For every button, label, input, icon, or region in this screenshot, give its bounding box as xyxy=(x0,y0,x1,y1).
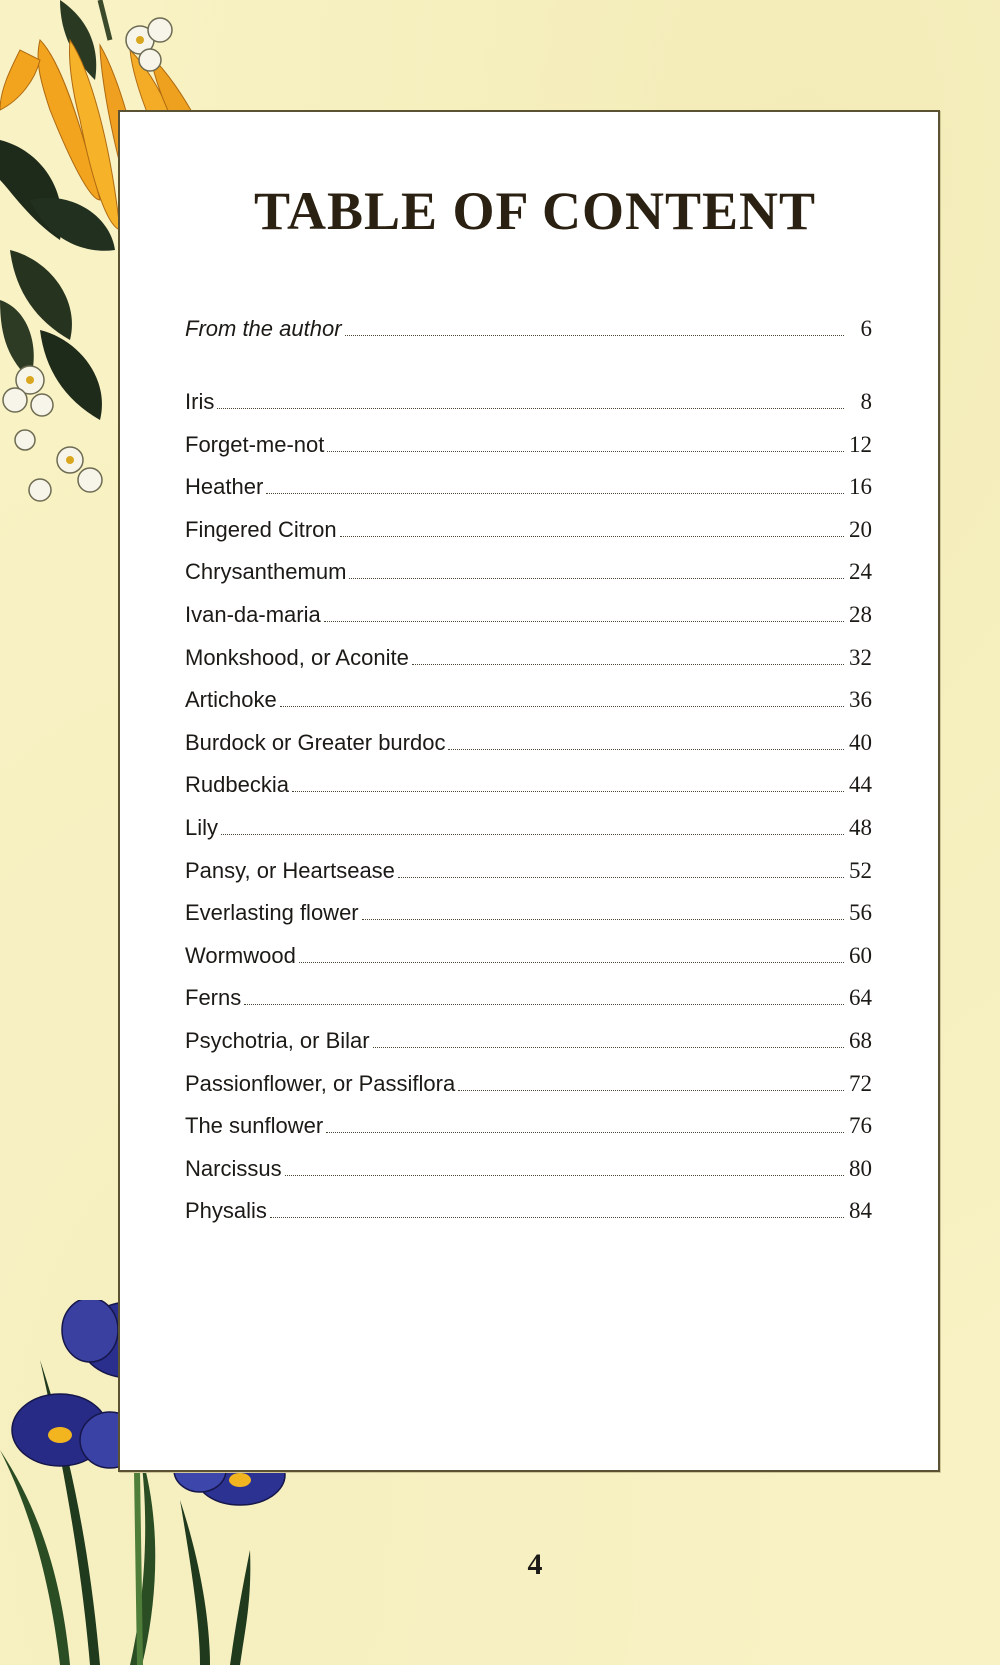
toc-entry-page: 76 xyxy=(849,1113,872,1139)
toc-entry-page: 6 xyxy=(860,316,872,341)
toc-dot-leader xyxy=(349,577,844,579)
toc-entry-page: 48 xyxy=(849,815,872,840)
toc-entry-title: Pansy, or Heartsease xyxy=(185,857,395,883)
toc-entry-title: Heather xyxy=(185,474,264,500)
toc-entry-title: From the author xyxy=(185,316,342,341)
toc-entry[interactable] xyxy=(185,509,872,543)
toc-entry-title: Physalis xyxy=(185,1198,267,1224)
toc-entry-page: 68 xyxy=(849,1028,872,1053)
toc-entry-title: Iris xyxy=(185,389,215,414)
toc-entry[interactable] xyxy=(185,424,872,458)
toc-dot-leader xyxy=(324,620,844,622)
toc-entry-title: Narcissus xyxy=(185,1155,282,1181)
toc-dot-leader xyxy=(292,790,844,792)
toc-entry[interactable] xyxy=(185,308,872,342)
toc-dot-leader xyxy=(458,1089,844,1091)
toc-entry[interactable] xyxy=(185,935,872,969)
toc-entry[interactable] xyxy=(185,1190,872,1224)
toc-entry-title: Forget-me-not xyxy=(185,431,325,457)
toc-entry-page: 72 xyxy=(849,1070,872,1096)
toc-entry-title: Passionflower, or Passiflora xyxy=(185,1070,456,1096)
toc-dot-leader xyxy=(340,535,844,537)
toc-entry-page: 28 xyxy=(849,602,872,627)
toc-entry[interactable] xyxy=(185,977,872,1011)
toc-entry-title: Ivan-da-maria xyxy=(185,602,321,627)
toc-entry-page: 12 xyxy=(849,431,872,457)
toc-entry-page: 84 xyxy=(849,1198,872,1224)
toc-entry[interactable] xyxy=(185,892,872,926)
toc-entry-page: 36 xyxy=(849,687,872,713)
toc-dot-leader xyxy=(345,334,844,336)
toc-entry-page: 80 xyxy=(849,1155,872,1181)
toc-dot-leader xyxy=(412,663,844,665)
toc-entry-title: Chrysanthemum xyxy=(185,559,347,585)
toc-entry-title: Wormwood xyxy=(185,942,296,968)
toc-entry[interactable] xyxy=(185,466,872,500)
toc-dot-leader xyxy=(373,1046,844,1048)
toc-entry-title: Psychotria, or Bilar xyxy=(185,1028,370,1053)
toc-entry-page: 64 xyxy=(849,985,872,1011)
toc-dot-leader xyxy=(280,705,844,707)
toc-entry-page: 52 xyxy=(849,857,872,883)
toc-dot-leader xyxy=(299,961,844,963)
toc-entry-page: 24 xyxy=(849,559,872,585)
toc-dot-leader xyxy=(326,1131,844,1133)
toc-entry-title: The sunflower xyxy=(185,1113,324,1139)
page-number: 4 xyxy=(527,1548,543,1581)
toc-entry-page: 8 xyxy=(860,389,872,414)
toc-dot-leader xyxy=(217,407,844,409)
toc-entry[interactable] xyxy=(185,381,872,415)
toc-dot-leader xyxy=(448,748,844,750)
toc-entry[interactable] xyxy=(185,594,872,628)
toc-entry-page: 32 xyxy=(849,644,872,670)
toc-entry-title: Everlasting flower xyxy=(185,900,359,926)
toc-entry[interactable] xyxy=(185,807,872,841)
toc-entry-title: Burdock or Greater burdoc xyxy=(185,729,446,755)
toc-entry-page: 56 xyxy=(849,900,872,926)
toc-entry-page: 40 xyxy=(849,729,872,755)
toc-entry[interactable] xyxy=(185,1148,872,1182)
toc-entry-page: 44 xyxy=(849,772,872,798)
toc-entry[interactable] xyxy=(185,1105,872,1139)
toc-dot-leader xyxy=(285,1174,844,1176)
toc-entry[interactable] xyxy=(185,551,872,585)
toc-dot-leader xyxy=(244,1003,844,1005)
toc-entry-page: 16 xyxy=(849,474,872,500)
toc-entry-title: Ferns xyxy=(185,985,242,1011)
toc-dot-leader xyxy=(327,450,844,452)
toc-dot-leader xyxy=(362,918,844,920)
toc-entry-page: 20 xyxy=(849,516,872,542)
toc-entry[interactable] xyxy=(185,1063,872,1097)
toc-dot-leader xyxy=(266,492,844,494)
toc-entry-title: Monkshood, or Aconite xyxy=(185,644,409,670)
toc-entry[interactable] xyxy=(185,722,872,756)
toc-entry[interactable] xyxy=(185,679,872,713)
toc-dot-leader xyxy=(270,1216,844,1218)
toc-dot-leader xyxy=(398,876,844,878)
toc-entry-page: 60 xyxy=(849,942,872,968)
toc-entry-title: Fingered Citron xyxy=(185,516,337,542)
toc-entry[interactable] xyxy=(185,764,872,798)
toc-entry[interactable] xyxy=(185,637,872,671)
toc-entry-title: Lily xyxy=(185,815,219,840)
page-title: TABLE OF CONTENT xyxy=(253,181,817,241)
toc-dot-leader xyxy=(221,833,844,835)
toc-entry[interactable] xyxy=(185,1020,872,1054)
toc-entry[interactable] xyxy=(185,850,872,884)
stem xyxy=(100,0,110,40)
toc-entry-title: Artichoke xyxy=(185,687,277,713)
toc-entry-title: Rudbeckia xyxy=(185,772,289,798)
